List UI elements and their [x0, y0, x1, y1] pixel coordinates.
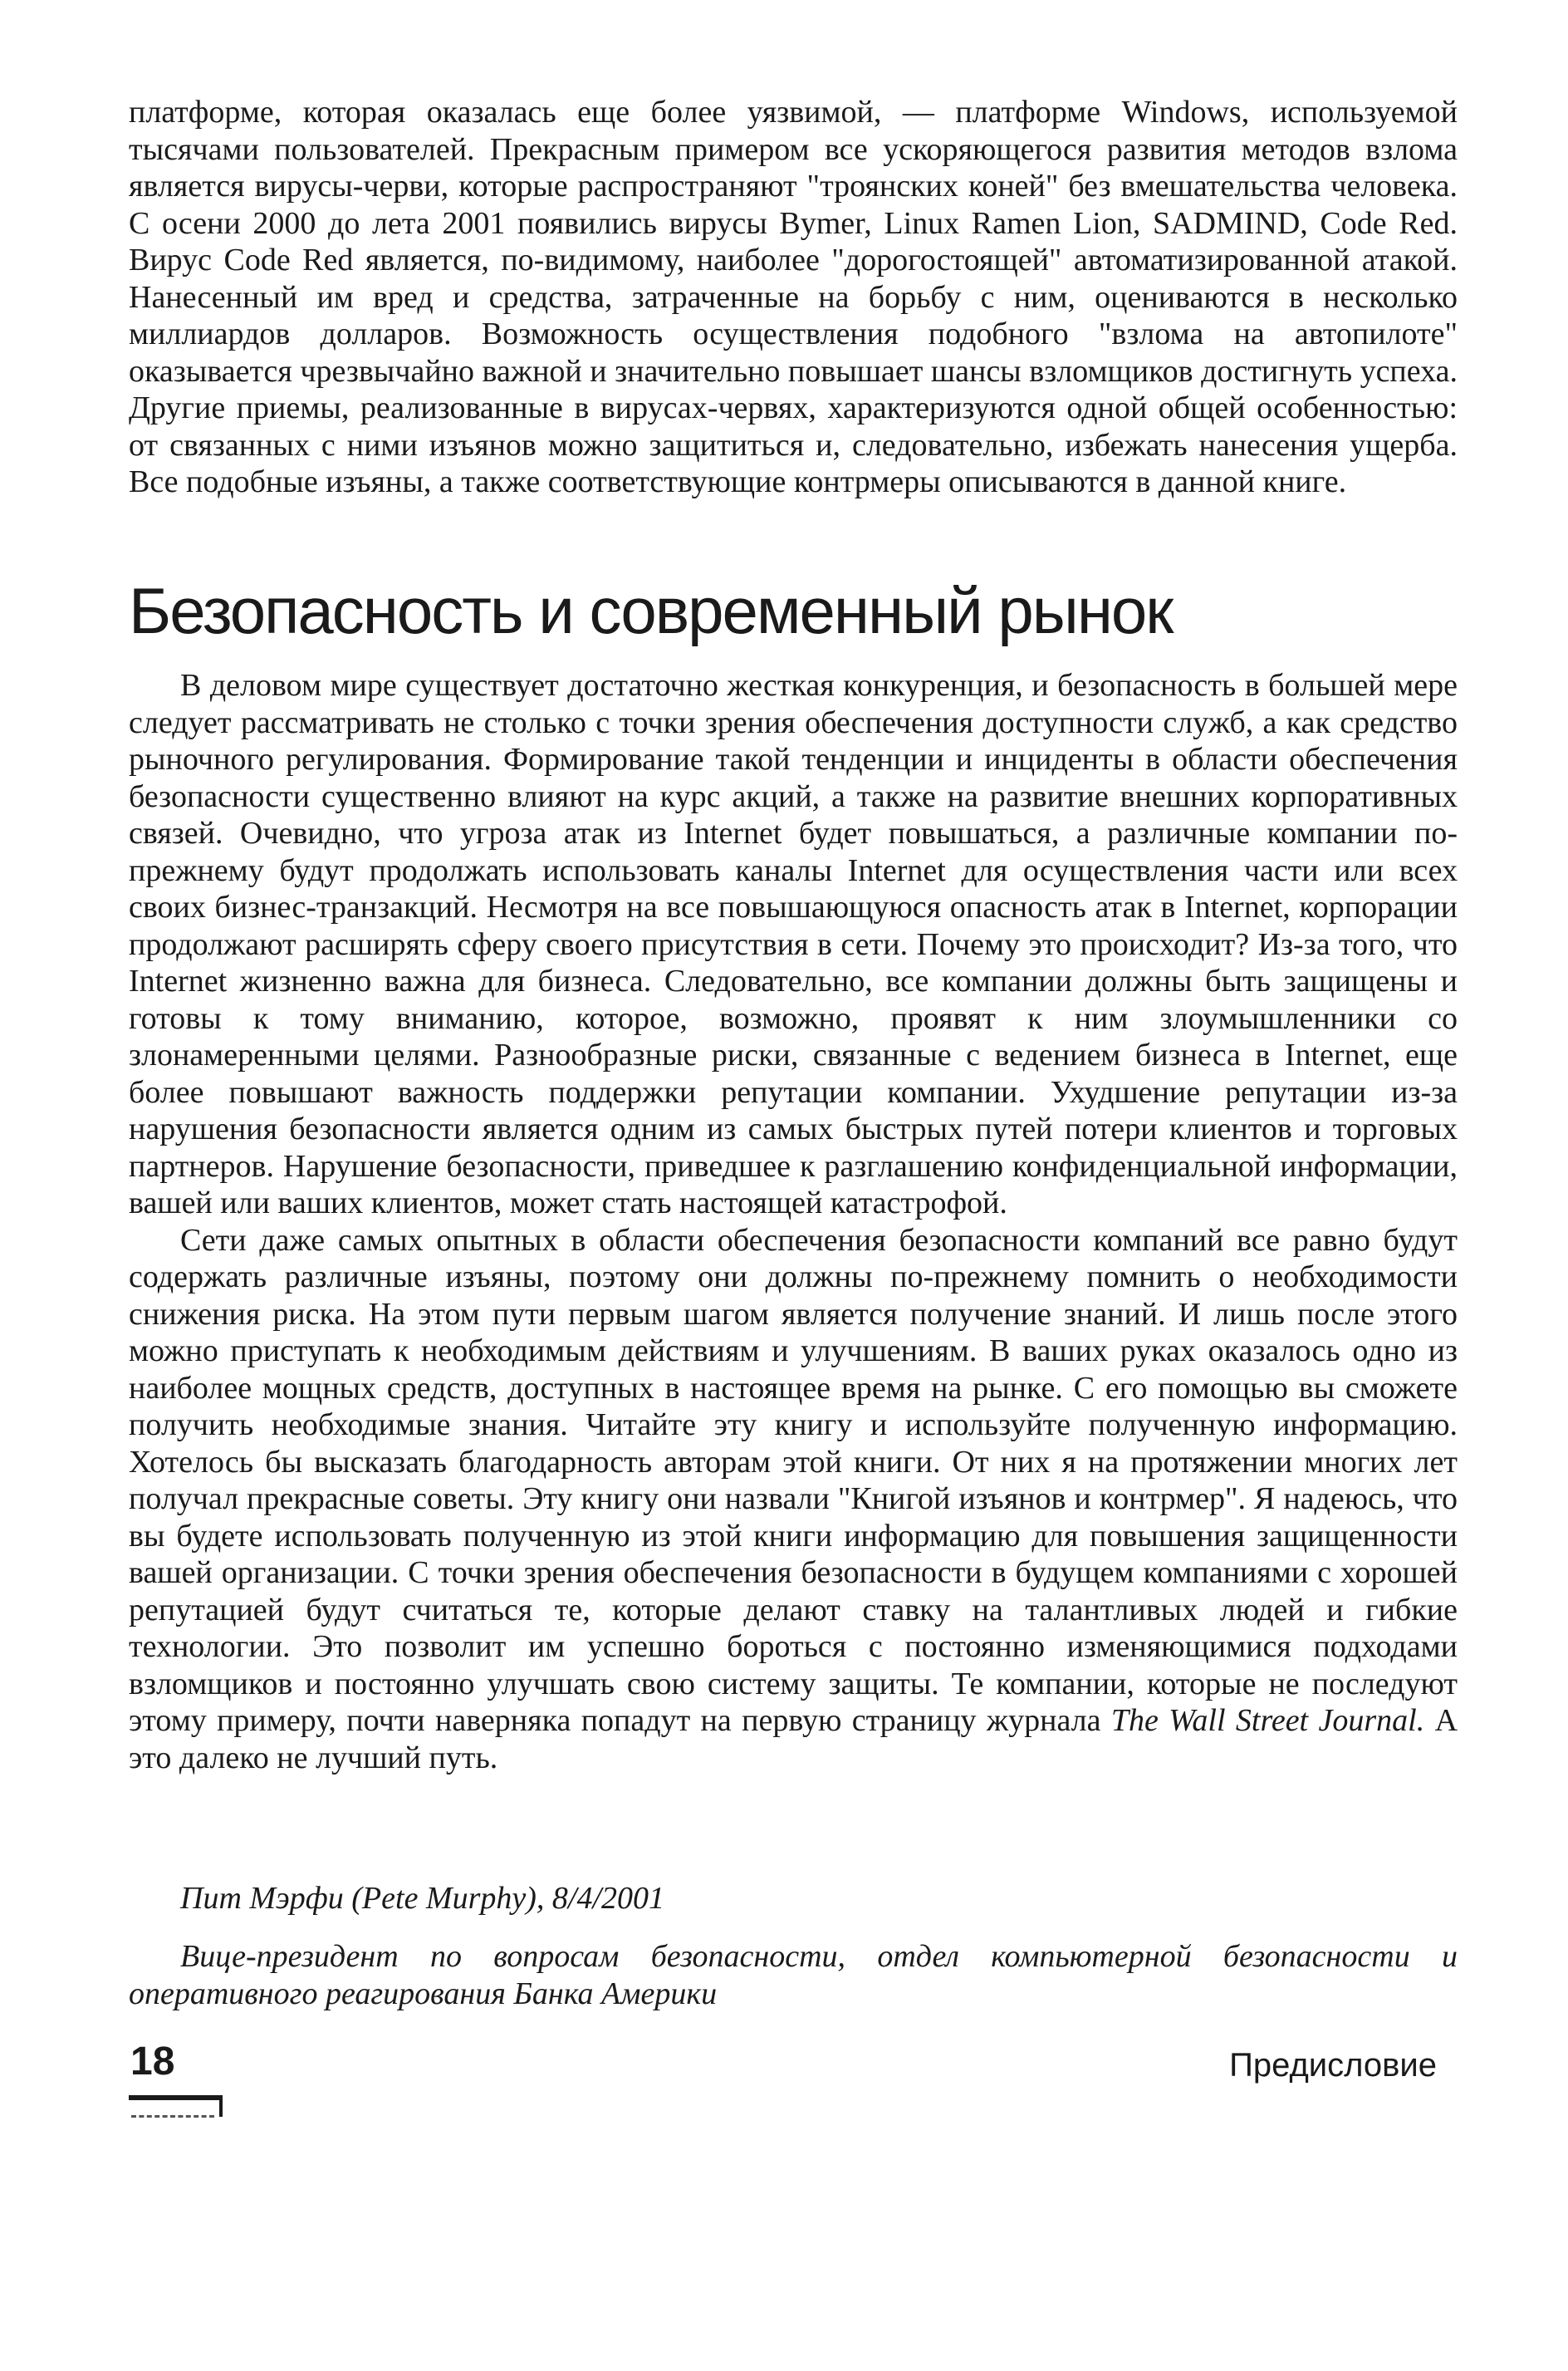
page-number-rule: [129, 2095, 222, 2100]
running-title: Предисловие: [1229, 2047, 1437, 2084]
section-heading: Безопасность и современный рынок: [129, 574, 1173, 647]
body-paragraph-2: [129, 1222, 1458, 1777]
page-number-rule-tick: [219, 2095, 223, 2117]
body-paragraph-1: В деловом мире существует достаточно жесткая конкуренция, и безопасность в большей мере следует рассматривать не столько с точки зрения обеспечения доступности служб, а как средство рыночного регулирования. Формирование такой тенденции и инциденты в области обеспечения безопасности существенно влияют на курс акций, а также на развитие внешних корпоративных связей. Очевидно, что угроза атак из Internet будет повышаться, а различные компании по-прежнему будут продолжать использовать каналы Internet для осуществления части или всех своих бизнес-транзакций. Несмотря на все повышающуюся опасность атак в Internet, корпорации продолжают расширять сферу своего присутствия в сети. Почему это происходит? Из-за того, что Internet жизненно важна для бизнеса. Следовательно, все компании должны быть защищены и готовы к тому вниманию, которое, возможно, проявят к ним злоумышленники со злонамеренными целями. Разнообразные риски, связанные с ведением бизнеса в Internet, еще более повышают важность поддержки репутации компании. Ухудшение репутации из-за нарушения безопасности является одним из самых быстрых путей потери клиентов и торговых партнеров. Нарушение безопасности, приведшее к разглашению конфиденциальной информации, вашей или ваших клиентов, может стать настоящей катастрофой.: [129, 668, 1458, 1220]
page-number: 18: [130, 2040, 175, 2084]
journal-name: The Wall Street Journal.: [1110, 1703, 1425, 1738]
section-body: [129, 667, 1458, 1776]
signature-name: Пит Мэрфи (Pete Murphy), 8/4/2001: [180, 1881, 665, 1916]
closing-sentence: А это далеко не лучший путь.: [129, 1703, 1458, 1775]
body-paragraph-2-text: Сети даже самых опытных в области обеспечения безопасности компаний все равно будут содержать различные изъяны, поэтому они должны по-прежнему помнить о необходимости снижения риска. На этом пути первым шагом является получение знаний. И лишь после этого можно приступать к необходимым действиям и улучшениям. В ваших руках оказалось одно из наиболее мощных средств, доступных в настоящее время на рынке. С его помощью вы сможете получить необходимые знания. Читайте эту книгу и используйте полученную информацию. Хотелось бы высказать благодарность авторам этой книги. От них я на протяжении многих лет получал прекрасные советы. Эту книгу они назвали "Книгой изъянов и контрмер". Я надеюсь, что вы будете использовать полученную из этой книги информацию для повышения защищенности вашей организации. С точки зрения обеспечения безопасности в будущем компаниями с хорошей репутацией будут считаться те, которые делают ставку на талантливых людей и гибкие технологии. Это позволит им успешно бороться с постоянно изменяющимися подходами взломщиков и постоянно улучшать свою систему защиты. Те компании, которые не последуют этому примеру, почти наверняка попадут на первую страницу журнала: [129, 1222, 1458, 1738]
intro-paragraph: платформе, которая оказалась еще более уязвимой, — платформе Windows, используемой тысячами пользователей. Прекрасным примером все ускоряющегося развития методов взлома является вирусы-черви, которые распространяют "троянских коней" без вмешательства человека. С осени 2000 до лета 2001 появились вирусы Bymer, Linux Ramen Lion, SADMIND, Code Red. Вирус Code Red является, по-видимому, наиболее "дорогостоящей" автоматизированной атакой. Нанесенный им вред и средства, затраченные на борьбу с ним, оцениваются в несколько миллиардов долларов. Возможность осуществления подобного "взлома на автопилоте" оказывается чрезвычайно важной и значительно повышает шансы взломщиков достигнуть успеха. Другие приемы, реализованные в вирусах-червях, характеризуются одной общей особенностью: от связанных с ними изъянов можно защититься и, следовательно, избежать нанесения ущерба. Все подобные изъяны, а также соответствующие контрмеры описываются в данной книге.: [129, 95, 1458, 499]
page-number-rule-marks: [131, 2107, 214, 2118]
signature-title: Вице-президент по вопросам безопасности, отдел компьютерной безопасности и оперативного реагирования Банка Америки: [129, 1939, 1458, 2011]
intro-text-block: [129, 94, 1458, 501]
